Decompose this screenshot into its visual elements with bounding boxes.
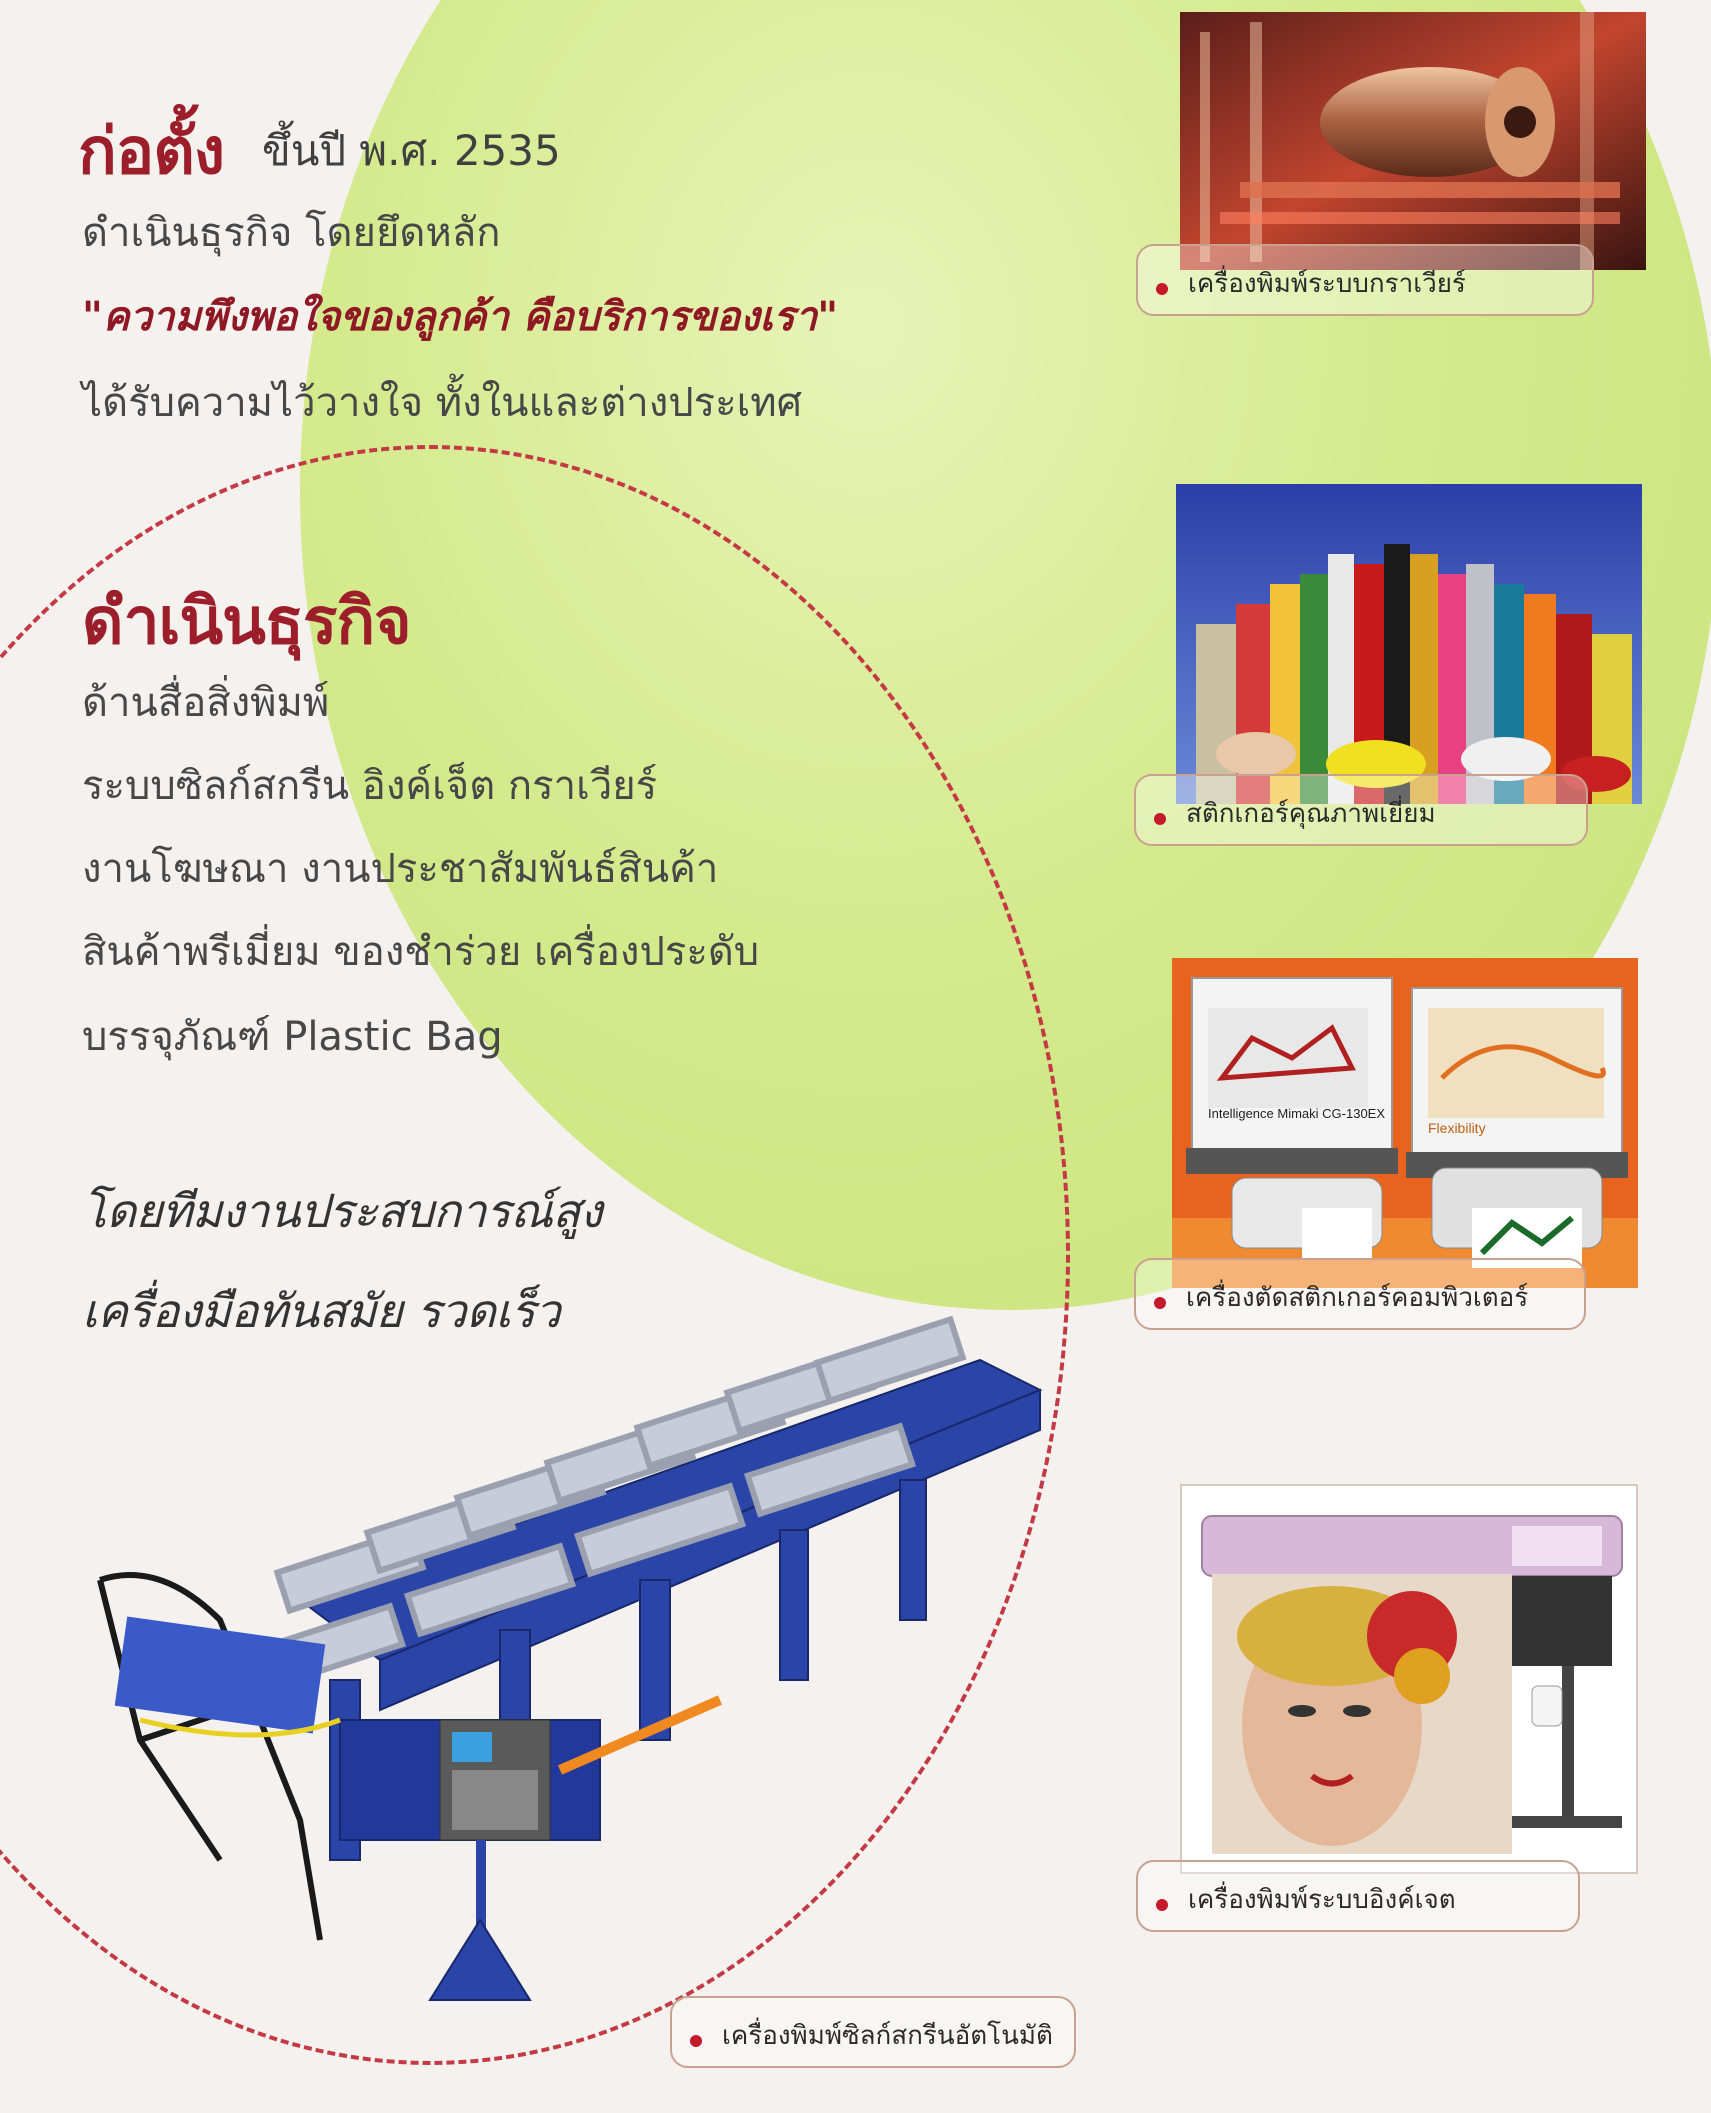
slogan: "ความพึงพอใจของลูกค้า คือบริการของเรา" xyxy=(82,294,839,340)
caption-silkscreen xyxy=(670,1996,1076,2068)
sticker-photo xyxy=(1176,484,1642,804)
inkjet-printer-image xyxy=(1182,1486,1636,1872)
business-item: งานโฆษณา งานประชาสัมพันธ์สินค้า xyxy=(82,846,719,892)
automatic-silkscreen-machine-photo xyxy=(80,1300,1060,2020)
bullet-dot xyxy=(1154,813,1166,825)
caption-text: สติกเกอร์คุณภาพเยี่ยม xyxy=(1186,799,1436,829)
sticker-rolls-image xyxy=(1176,484,1642,804)
cutter-plotter-image xyxy=(1172,958,1638,1288)
bullet-dot xyxy=(1156,283,1168,295)
caption-text: เครื่องพิมพ์ระบบกราเวียร์ xyxy=(1188,269,1466,299)
business-item: บรรจุภัณฑ์ Plastic Bag xyxy=(82,1014,503,1060)
business-title: ดำเนินธุรกิจ xyxy=(82,585,411,659)
caption-gravure xyxy=(1136,244,1594,316)
silkscreen-machine-image xyxy=(80,1300,1060,2020)
caption-text: เครื่องพิมพ์ระบบอิงค์เจต xyxy=(1188,1885,1456,1915)
cutter-label-1: Intelligence Mimaki CG-130EX xyxy=(1208,1106,1386,1121)
founded-line2: ได้รับความไว้วางใจ ทั้งในและต่างประเทศ xyxy=(82,380,803,426)
bullet-dot xyxy=(690,2035,702,2047)
caption-text: เครื่องพิมพ์ซิลก์สกรีนอัตโนมัติ xyxy=(722,2021,1053,2051)
bullet-dot xyxy=(1156,1899,1168,1911)
business-item: ด้านสื่อสิ่งพิมพ์ xyxy=(82,680,330,726)
caption-text: เครื่องตัดสติกเกอร์คอมพิวเตอร์ xyxy=(1186,1283,1529,1313)
team-line2: เครื่องมือทันสมัย รวดเร็ว xyxy=(82,1284,561,1338)
gravure-printer-image xyxy=(1180,12,1646,270)
team-line1: โดยทีมงานประสบการณ์สูง xyxy=(82,1184,602,1238)
bullet-dot xyxy=(1154,1297,1166,1309)
inkjet-printer-photo xyxy=(1180,1484,1638,1874)
sticker-cutter-photo xyxy=(1172,958,1638,1288)
founded-title: ก่อตั้ง xyxy=(78,115,224,189)
cutter-label-2: Flexibility xyxy=(1428,1120,1486,1136)
caption-cutter xyxy=(1134,1258,1586,1330)
caption-inkjet xyxy=(1136,1860,1580,1932)
founded-line1: ดำเนินธุรกิจ โดยยึดหลัก xyxy=(82,210,501,256)
business-item: ระบบซิลก์สกรีน อิงค์เจ็ต กราเวียร์ xyxy=(82,763,658,809)
business-item: สินค้าพรีเมี่ยม ของชำร่วย เครื่องประดับ xyxy=(82,929,760,975)
caption-sticker xyxy=(1134,774,1588,846)
founded-year: ขึ้นปี พ.ศ. 2535 xyxy=(262,126,561,175)
gravure-printer-photo xyxy=(1180,12,1646,270)
